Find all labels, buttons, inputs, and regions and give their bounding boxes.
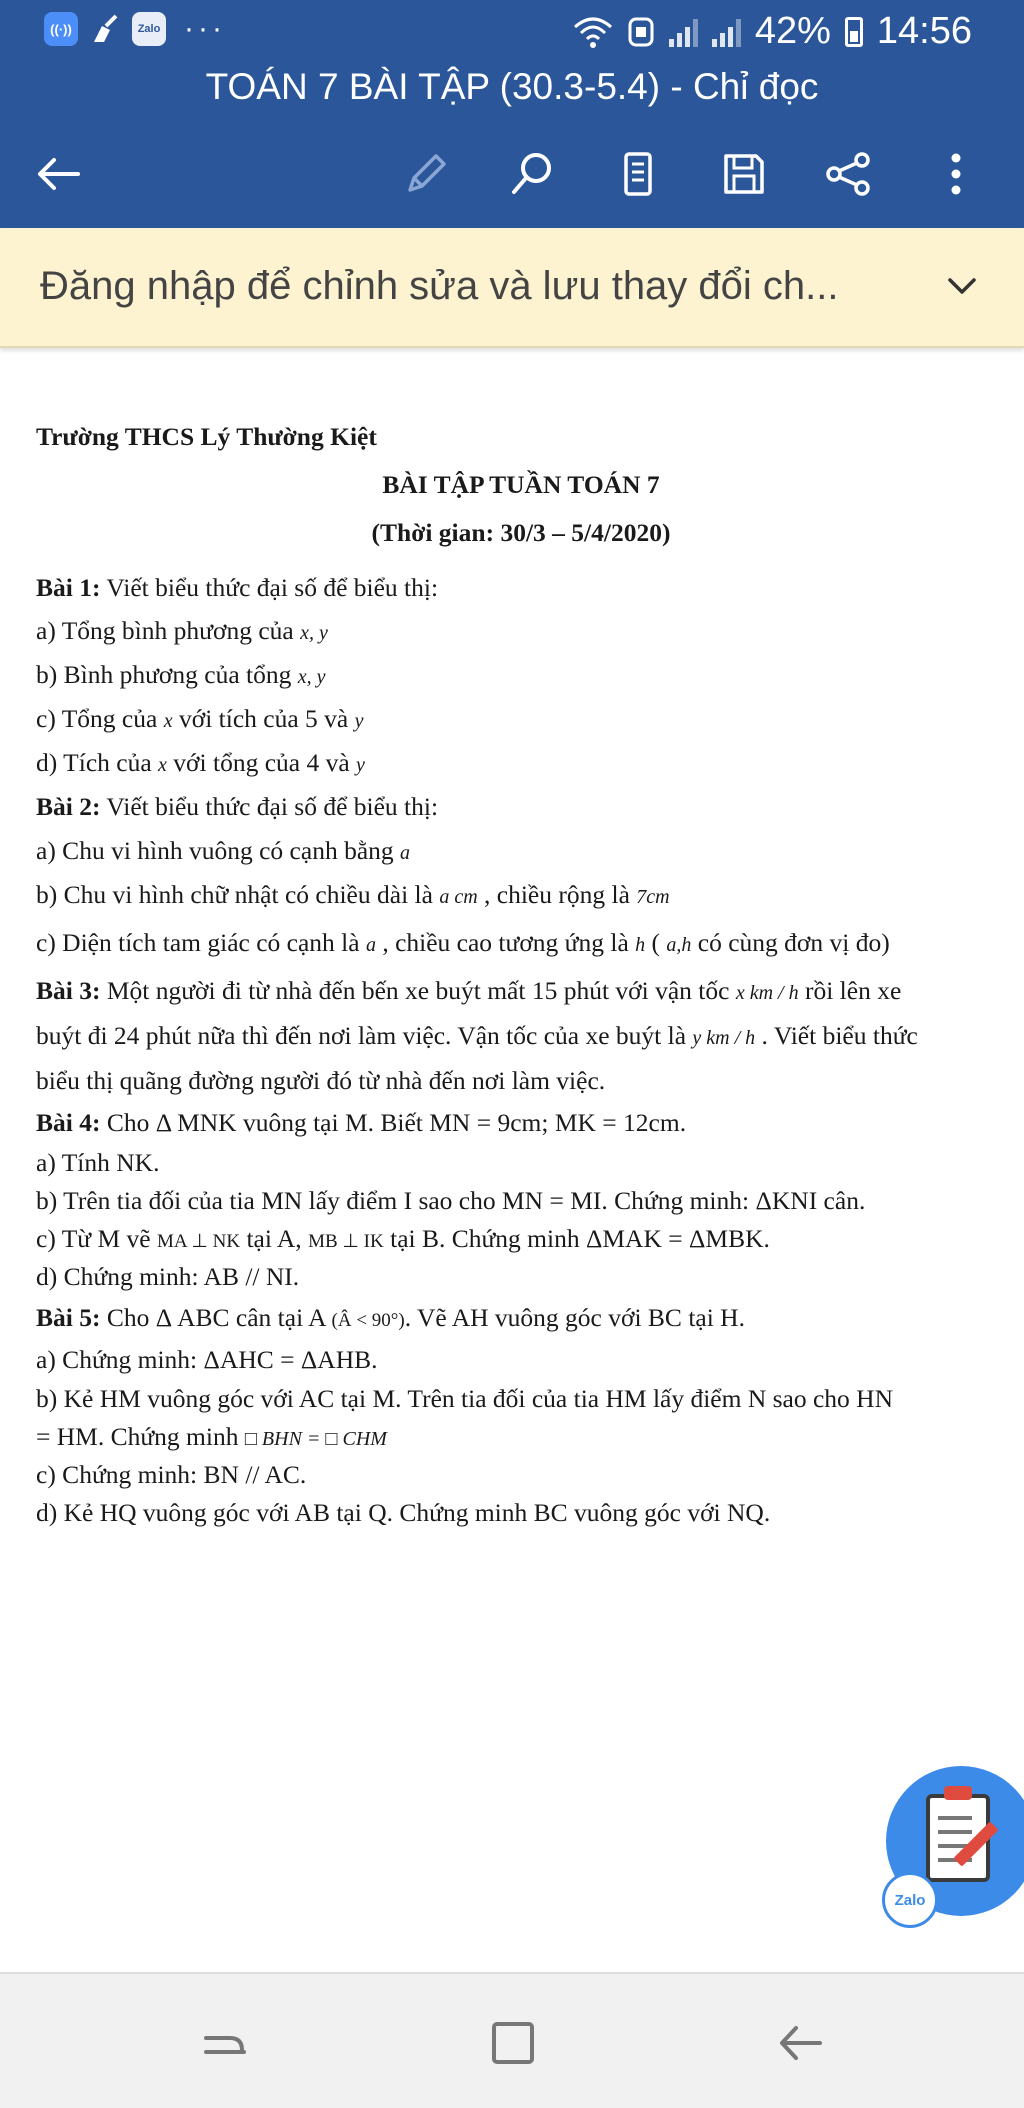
hotspot-icon: ((·)) <box>44 12 78 46</box>
battery-percent: 42% <box>754 10 831 52</box>
bai5-b-line2: = HM. Chứng minh □ BHN = □ CHM <box>36 1422 387 1451</box>
reading-view-icon[interactable] <box>608 144 668 204</box>
bai5-b-line1: b) Kẻ HM vuông góc với AC tại M. Trên tia đối của tia HM lấy điểm N sao cho HN <box>36 1384 894 1413</box>
search-icon[interactable] <box>502 144 562 204</box>
app-bar <box>0 0 1024 228</box>
more-notifications: ··· <box>184 12 226 45</box>
recent-apps-icon[interactable] <box>190 2008 260 2078</box>
document-title: TOÁN 7 BÀI TẬP (30.3-5.4) - Chỉ đọc <box>205 66 819 107</box>
doc-heading: BÀI TẬP TUẦN TOÁN 7 <box>382 470 660 499</box>
toolbar <box>0 140 1024 204</box>
bai2-b: b) Chu vi hình chữ nhật có chiều dài là a cm , chiều rộng là 7cm <box>36 880 670 909</box>
chevron-down-icon[interactable] <box>940 264 984 308</box>
bai2-title: Bài 2: Viết biểu thức đại số để biểu thị: <box>36 792 439 821</box>
bai4-c: c) Từ M vẽ MA ⊥ NK tại A, MB ⊥ IK tại B. Chứng minh ΔMAK = ΔMBK. <box>36 1224 770 1253</box>
lte-icon <box>627 15 655 49</box>
status-bar <box>0 0 1024 62</box>
more-vertical-icon[interactable] <box>926 144 986 204</box>
back-arrow-icon[interactable] <box>28 144 88 204</box>
bai5-title: Bài 5: Cho Δ ABC cân tại A (Â < 90°). Vẽ AH vuông góc với BC tại H. <box>36 1303 745 1332</box>
bai4-b: b) Trên tia đối của tia MN lấy điểm I sao cho MN = MI. Chứng minh: ΔKNI cân. <box>36 1186 866 1215</box>
bai1-c: c) Tổng của x với tích của 5 và y <box>36 704 364 733</box>
bai4-title: Bài 4: Cho Δ MNK vuông tại M. Biết MN = 9cm; MK = 12cm. <box>36 1108 687 1137</box>
signal-icon-2 <box>712 17 741 47</box>
bai5-c: c) Chứng minh: BN // AC. <box>36 1460 307 1489</box>
bai4-d: d) Chứng minh: AB // NI. <box>36 1262 300 1291</box>
bai1-d: d) Tích của x với tổng của 4 và y <box>36 748 365 777</box>
bai1-a: a) Tổng bình phương của x, y <box>36 616 328 645</box>
bai3-line2: buýt đi 24 phút nữa thì đến nơi làm việc. Vận tốc của xe buýt là y km / h . Viết biểu thức <box>36 1021 918 1050</box>
sign-in-message: Đăng nhập để chỉnh sửa và lưu thay đổi ch... <box>40 264 839 308</box>
school-name: Trường THCS Lý Thường Kiệt <box>36 422 377 451</box>
bai2-a: a) Chu vi hình vuông có cạnh bằng a <box>36 836 411 865</box>
edit-pencil-icon[interactable] <box>396 144 456 204</box>
bai4-a: a) Tính NK. <box>36 1148 160 1177</box>
bai3-line1: Bài 3: Một người đi từ nhà đến bến xe buýt mất 15 phút với vận tốc x km / h rồi lên xe <box>36 976 902 1005</box>
system-nav-bar <box>0 1972 1024 2108</box>
wifi-icon <box>573 15 613 49</box>
cleaner-icon <box>88 12 122 46</box>
bai5-d: d) Kẻ HQ vuông góc với AB tại Q. Chứng minh BC vuông góc với NQ. <box>36 1498 771 1527</box>
battery-icon <box>845 17 863 47</box>
zalo-badge: Zalo <box>882 1872 938 1928</box>
save-icon[interactable] <box>714 144 774 204</box>
back-icon[interactable] <box>766 2008 836 2078</box>
bai1-b: b) Bình phương của tổng x, y <box>36 660 326 689</box>
sign-in-banner[interactable] <box>0 228 1024 348</box>
zalo-notification-icon: Zalo <box>132 12 166 46</box>
bai2-c: c) Diện tích tam giác có cạnh là a , chiều cao tương ứng là h ( a,h có cùng đơn vị đo) <box>36 928 890 957</box>
home-icon[interactable] <box>478 2008 548 2078</box>
share-icon[interactable] <box>818 144 878 204</box>
bai3-line3: biểu thị quãng đường người đó từ nhà đến nơi làm việc. <box>36 1066 606 1095</box>
doc-period: (Thời gian: 30/3 – 5/4/2020) <box>371 518 671 547</box>
zalo-floating-button[interactable] <box>886 1766 1024 1916</box>
bai5-a: a) Chứng minh: ΔAHC = ΔAHB. <box>36 1345 378 1374</box>
clock: 14:56 <box>876 10 972 52</box>
bai1-title: Bài 1: Viết biểu thức đại số để biểu thị: <box>36 573 439 602</box>
signal-icon-1 <box>669 17 698 47</box>
